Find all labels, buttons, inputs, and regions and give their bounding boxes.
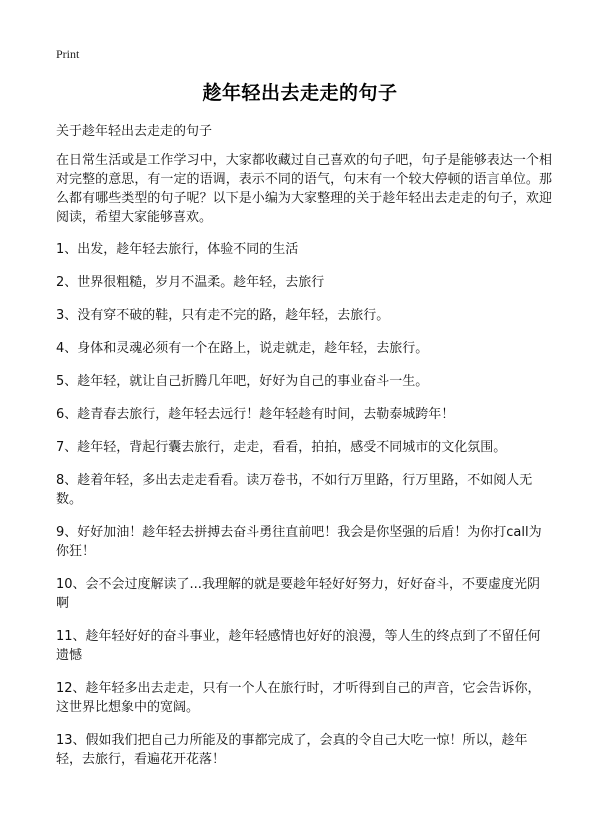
- list-item: 9、好好加油！趁年轻去拼搏去奋斗勇往直前吧！我会是你坚强的后盾！为你打call为你狂！: [56, 525, 542, 559]
- print-link[interactable]: Print: [56, 47, 80, 61]
- list-item: 1、出发，趁年轻去旅行，体验不同的生活: [56, 242, 299, 257]
- list-item: 6、趁青春去旅行，趁年轻去远行！趁年轻趁有时间，去勒泰城跨年！: [56, 407, 455, 422]
- list-item: 3、没有穿不破的鞋，只有走不完的路，趁年轻，去旅行。: [56, 308, 390, 323]
- list-item: 5、趁年轻，就让自己折腾几年吧，好好为自己的事业奋斗一生。: [56, 374, 429, 389]
- list-item: 10、会不会过度解读了...我理解的就是要趁年轻好好努力，好好奋斗，不要虚度光阴啊: [56, 577, 540, 611]
- list-item: 4、身体和灵魂必须有一个在路上，说走就走，趁年轻，去旅行。: [56, 341, 429, 356]
- document-body: [56, 151, 552, 783]
- list-item: 7、趁年轻，背起行囊去旅行，走走，看看，拍拍，感受不同城市的文化氛围。: [56, 440, 507, 455]
- intro-paragraph: 在日常生活或是工作学习中，大家都收藏过自己喜欢的句子吧，句子是能够表达一个相对完整的意思，有一定的语调，表示不同的语气，句末有一个较大停顿的语言单位。那么都有哪些类型的句子呢？以下是小编为大家整理的关于趁年轻出去走走的句子，欢迎阅读，希望大家能够喜欢。: [56, 153, 552, 225]
- list-item: 13、假如我们把自己力所能及的事都完成了，会真的令自己大吃一惊！所以，趁年轻，去旅行，看遍花开花落！: [56, 733, 528, 767]
- list-item: 2、世界很粗糙，岁月不温柔。趁年轻，去旅行: [56, 275, 325, 290]
- list-item: 8、趁着年轻，多出去走走看看。读万卷书，不如行万里路，行万里路，不如阅人无数。: [56, 473, 533, 507]
- page-title: 趁年轻出去走走的句子: [202, 82, 398, 104]
- list-item: 11、趁年轻好好的奋斗事业，趁年轻感情也好好的浪漫，等人生的终点到了不留任何遗憾: [56, 629, 541, 663]
- document-subtitle: 关于趁年轻出去走走的句子: [56, 124, 213, 139]
- list-item: 12、趁年轻多出去走走，只有一个人在旅行时，才听得到自己的声音，它会告诉你，这世界比想象中的宽阔。: [56, 681, 541, 715]
